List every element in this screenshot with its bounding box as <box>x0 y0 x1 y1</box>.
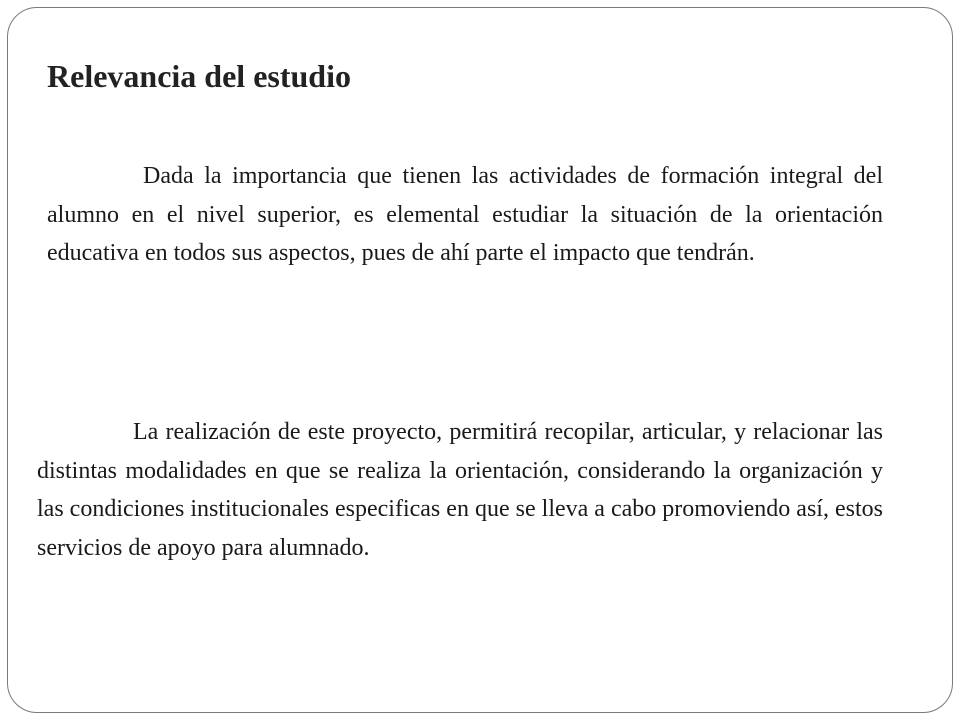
paragraph-project: La realización de este proyecto, permitirá recopilar, articular, y relacionar las distintas modalidades en que se realiza la orientación, considerando la organización y las condiciones institucionales especificas en que se lleva a cabo promoviendo así, estos servicios de apoyo para alumnado. <box>37 419 883 561</box>
paragraph-importance: Dada la importancia que tienen las actividades de formación integral del alumno en el nivel superior, es elemental estudiar la situación de la orientación educativa en todos sus aspectos, pues de ahí parte el impacto que tendrán. <box>47 163 883 266</box>
slide-title: Relevancia del estudio <box>47 58 351 94</box>
slide-frame <box>7 7 953 713</box>
